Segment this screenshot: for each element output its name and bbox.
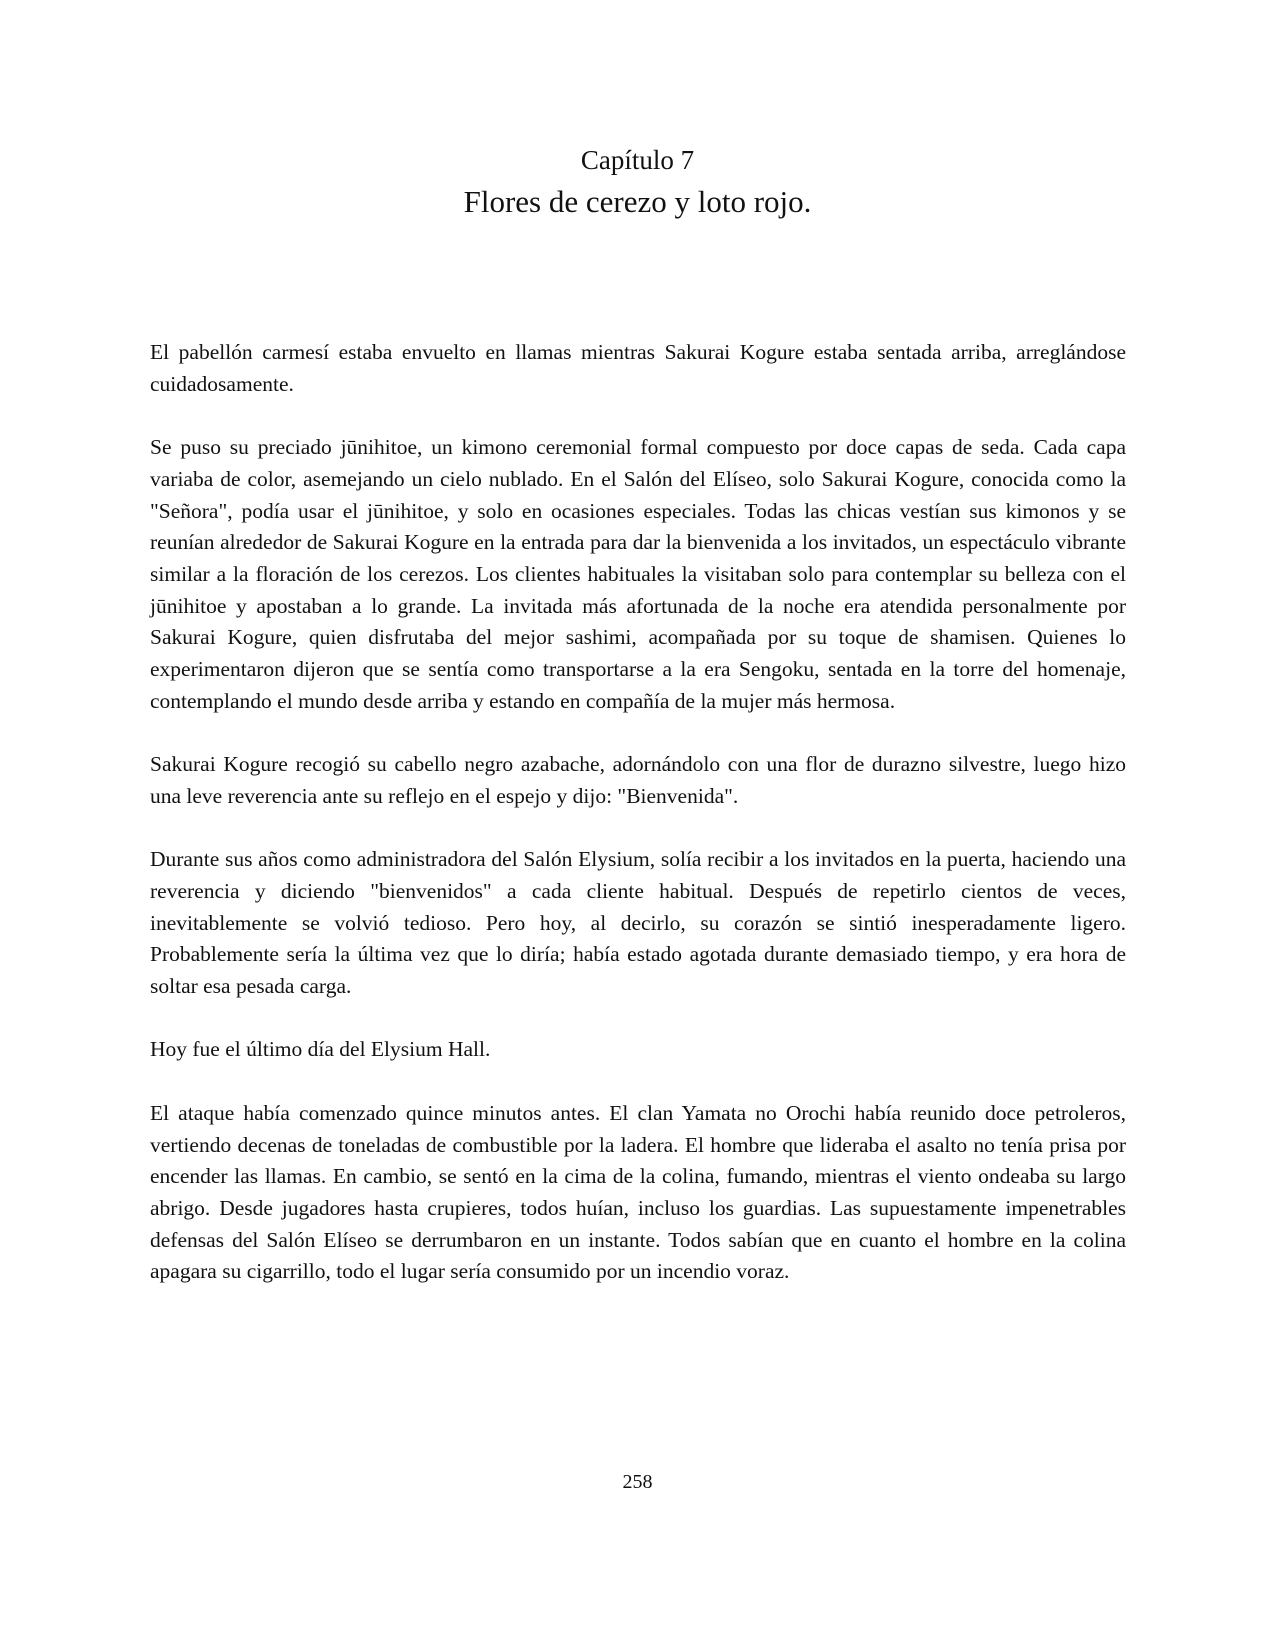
paragraph-5: Hoy fue el último día del Elysium Hall.	[150, 1037, 491, 1062]
chapter-number: Capítulo 7	[580, 145, 695, 175]
paragraph-4: Durante sus años como administradora del Salón Elysium, solía recibir a los invitados en la puerta, haciendo una reverencia y diciendo "bienvenidos" a cada cliente habitual. Después de repetirlo cientos de veces, inevitablemente se volvió tedioso. Pero hoy, al decirlo, su corazón se sintió inesperadamente ligero. Probablemente sería la última vez que lo diría; había estado agotada durante demasiado tiempo, y era hora de soltar esa pesada carga.	[150, 847, 1126, 999]
paragraph-1: El pabellón carmesí estaba envuelto en llamas mientras Sakurai Kogure estaba sentada arriba, arreglándose cuidadosamente.	[150, 340, 1126, 396]
page-number: 258	[622, 1471, 653, 1493]
paragraph-6: El ataque había comenzado quince minutos antes. El clan Yamata no Orochi había reunido doce petroleros, vertiendo decenas de toneladas de combustible por la ladera. El hombre que lideraba el asalto no tenía prisa por encender las llamas. En cambio, se sentó en la cima de la colina, fumando, mientras el viento ondeaba su largo abrigo. Desde jugadores hasta crupieres, todos huían, incluso los guardias. Las supuestamente impenetrables defensas del Salón Elíseo se derrumbaron en un instante. Todos sabían que en cuanto el hombre en la colina apagara su cigarrillo, todo el lugar sería consumido por un incendio voraz.	[150, 1100, 1126, 1284]
chapter-title: Flores de cerezo y loto rojo.	[463, 184, 812, 219]
paragraph-3: Sakurai Kogure recogió su cabello negro azabache, adornándolo con una flor de durazno silvestre, luego hizo una leve reverencia ante su reflejo en el espejo y dijo: "Bienvenida".	[150, 752, 1126, 808]
chapter-heading	[0, 143, 1275, 223]
paragraph-2: Se puso su preciado jūnihitoe, un kimono ceremonial formal compuesto por doce capas de seda. Cada capa variaba de color, asemejando un cielo nublado. En el Salón del Elíseo, solo Sakurai Kogure, conocida como la "Señora", podía usar el jūnihitoe, y solo en ocasiones especiales. Todas las chicas vestían sus kimonos y se reunían alrededor de Sakurai Kogure en la entrada para dar la bienvenida a los invitados, un espectáculo vibrante similar a la floración de los cerezos. Los clientes habituales la visitaban solo para contemplar su belleza con el jūnihitoe y apostaban a lo grande. La invitada más afortunada de la noche era atendida personalmente por Sakurai Kogure, quien disfrutaba del mejor sashimi, acompañada por su toque de shamisen. Quienes lo experimentaron dijeron que se sentía como transportarse a la era Sengoku, sentada en la torre del homenaje, contemplando el mundo desde arriba y estando en compañía de la mujer más hermosa.	[150, 435, 1126, 713]
chapter-body	[150, 337, 1126, 1320]
